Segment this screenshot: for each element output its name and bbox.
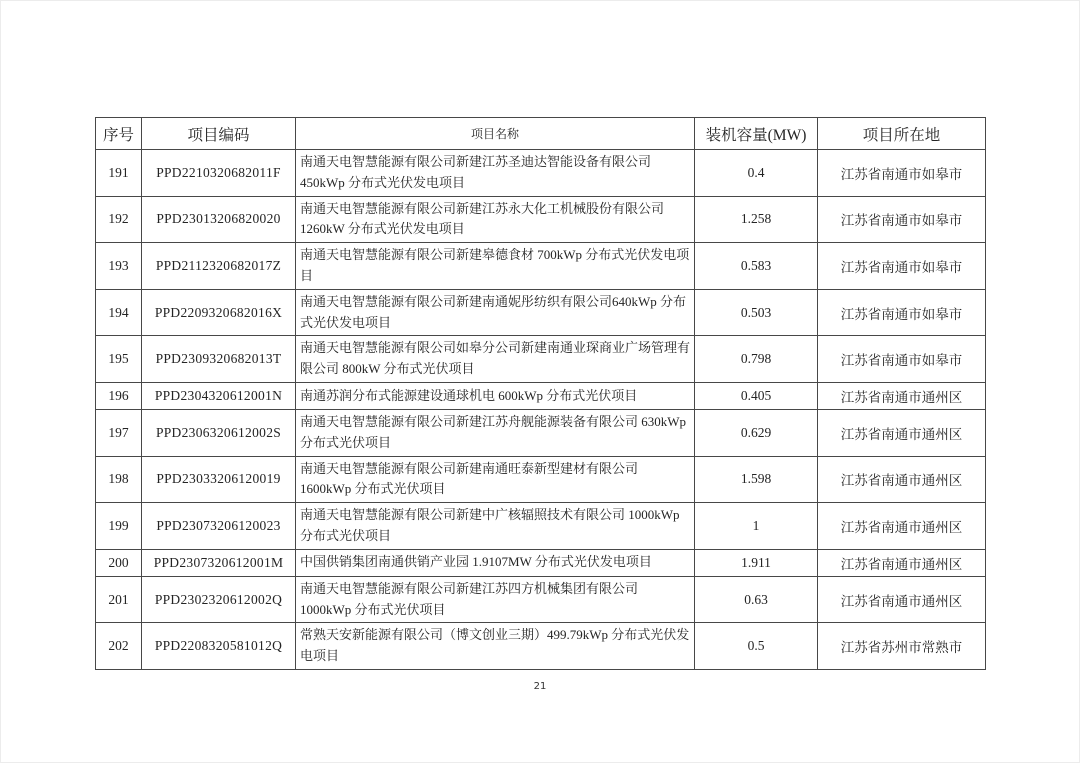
project-code-cell: PPD2209320682016X (142, 289, 296, 336)
project-code-cell: PPD23073206120023 (142, 503, 296, 550)
project-table (95, 117, 986, 670)
page-number: 21 (533, 681, 547, 692)
table-row (96, 336, 986, 383)
table-row (96, 503, 986, 550)
project-name-cell: 南通天电智慧能源有限公司新建南通旺泰新型建材有限公司 1600kWp 分布式光伏项目 (296, 456, 695, 503)
location-cell: 江苏省南通市如皋市 (818, 150, 986, 197)
table-row (96, 456, 986, 503)
location-cell: 江苏省南通市通州区 (818, 576, 986, 623)
header-name: 项目名称 (296, 118, 695, 150)
capacity-cell: 1.598 (695, 456, 818, 503)
table-row (96, 549, 986, 576)
row-index-cell: 192 (96, 196, 142, 243)
project-name-cell: 南通天电智慧能源有限公司如皋分公司新建南通业琛商业广场管理有限公司 800kW 分布式光伏项目 (296, 336, 695, 383)
location-cell: 江苏省南通市通州区 (818, 382, 986, 409)
project-name-cell: 中国供销集团南通供销产业园 1.9107MW 分布式光伏发电项目 (296, 549, 695, 576)
row-index-cell: 193 (96, 243, 142, 290)
location-cell: 江苏省南通市通州区 (818, 409, 986, 456)
capacity-cell: 0.503 (695, 289, 818, 336)
location-cell: 江苏省苏州市常熟市 (818, 623, 986, 670)
capacity-cell: 0.4 (695, 150, 818, 197)
table-row (96, 289, 986, 336)
row-index-cell: 197 (96, 409, 142, 456)
table-header-row (96, 118, 986, 150)
capacity-cell: 0.63 (695, 576, 818, 623)
project-name-cell: 南通天电智慧能源有限公司新建江苏圣迪达智能设备有限公司 450kWp 分布式光伏发电项目 (296, 150, 695, 197)
capacity-cell: 1.258 (695, 196, 818, 243)
table-row (96, 409, 986, 456)
row-index-cell: 191 (96, 150, 142, 197)
project-code-cell: PPD23033206120019 (142, 456, 296, 503)
row-index-cell: 201 (96, 576, 142, 623)
project-code-cell: PPD2306320612002S (142, 409, 296, 456)
location-cell: 江苏省南通市如皋市 (818, 243, 986, 290)
project-code-cell: PPD2304320612001N (142, 382, 296, 409)
table-row (96, 623, 986, 670)
project-name-cell: 南通天电智慧能源有限公司新建中广核辐照技术有限公司 1000kWp 分布式光伏项目 (296, 503, 695, 550)
project-code-cell: PPD2309320682013T (142, 336, 296, 383)
capacity-cell: 0.405 (695, 382, 818, 409)
row-index-cell: 194 (96, 289, 142, 336)
row-index-cell: 196 (96, 382, 142, 409)
project-name-cell: 南通天电智慧能源有限公司新建江苏永大化工机械股份有限公司 1260kW 分布式光伏发电项目 (296, 196, 695, 243)
location-cell: 江苏省南通市通州区 (818, 456, 986, 503)
project-code-cell: PPD2208320581012Q (142, 623, 296, 670)
project-name-cell: 南通天电智慧能源有限公司新建江苏舟舰能源装备有限公司 630kWp 分布式光伏项目 (296, 409, 695, 456)
table-body (96, 150, 986, 670)
capacity-cell: 0.5 (695, 623, 818, 670)
table-row (96, 382, 986, 409)
row-index-cell: 202 (96, 623, 142, 670)
project-name-cell: 常熟天安新能源有限公司（博文创业三期）499.79kWp 分布式光伏发电项目 (296, 623, 695, 670)
table-row (96, 576, 986, 623)
project-code-cell: PPD2210320682011F (142, 150, 296, 197)
header-code: 项目编码 (142, 118, 296, 150)
header-location: 项目所在地 (818, 118, 986, 150)
capacity-cell: 0.798 (695, 336, 818, 383)
row-index-cell: 199 (96, 503, 142, 550)
location-cell: 江苏省南通市如皋市 (818, 336, 986, 383)
table-row (96, 196, 986, 243)
project-code-cell: PPD2302320612002Q (142, 576, 296, 623)
row-index-cell: 195 (96, 336, 142, 383)
header-index: 序号 (96, 118, 142, 150)
project-name-cell: 南通天电智慧能源有限公司新建南通妮彤纺织有限公司640kWp 分布式光伏发电项目 (296, 289, 695, 336)
location-cell: 江苏省南通市如皋市 (818, 289, 986, 336)
table-row (96, 150, 986, 197)
capacity-cell: 1.911 (695, 549, 818, 576)
row-index-cell: 200 (96, 549, 142, 576)
table-row (96, 243, 986, 290)
location-cell: 江苏省南通市通州区 (818, 503, 986, 550)
project-name-cell: 南通天电智慧能源有限公司新建江苏四方机械集团有限公司 1000kWp 分布式光伏项目 (296, 576, 695, 623)
project-code-cell: PPD2112320682017Z (142, 243, 296, 290)
location-cell: 江苏省南通市通州区 (818, 549, 986, 576)
project-code-cell: PPD23013206820020 (142, 196, 296, 243)
location-cell: 江苏省南通市如皋市 (818, 196, 986, 243)
capacity-cell: 0.629 (695, 409, 818, 456)
project-name-cell: 南通苏润分布式能源建设通球机电 600kWp 分布式光伏项目 (296, 382, 695, 409)
capacity-cell: 1 (695, 503, 818, 550)
project-name-cell: 南通天电智慧能源有限公司新建皋德食材 700kWp 分布式光伏发电项目 (296, 243, 695, 290)
row-index-cell: 198 (96, 456, 142, 503)
project-code-cell: PPD2307320612001M (142, 549, 296, 576)
capacity-cell: 0.583 (695, 243, 818, 290)
header-capacity: 装机容量(MW) (695, 118, 818, 150)
